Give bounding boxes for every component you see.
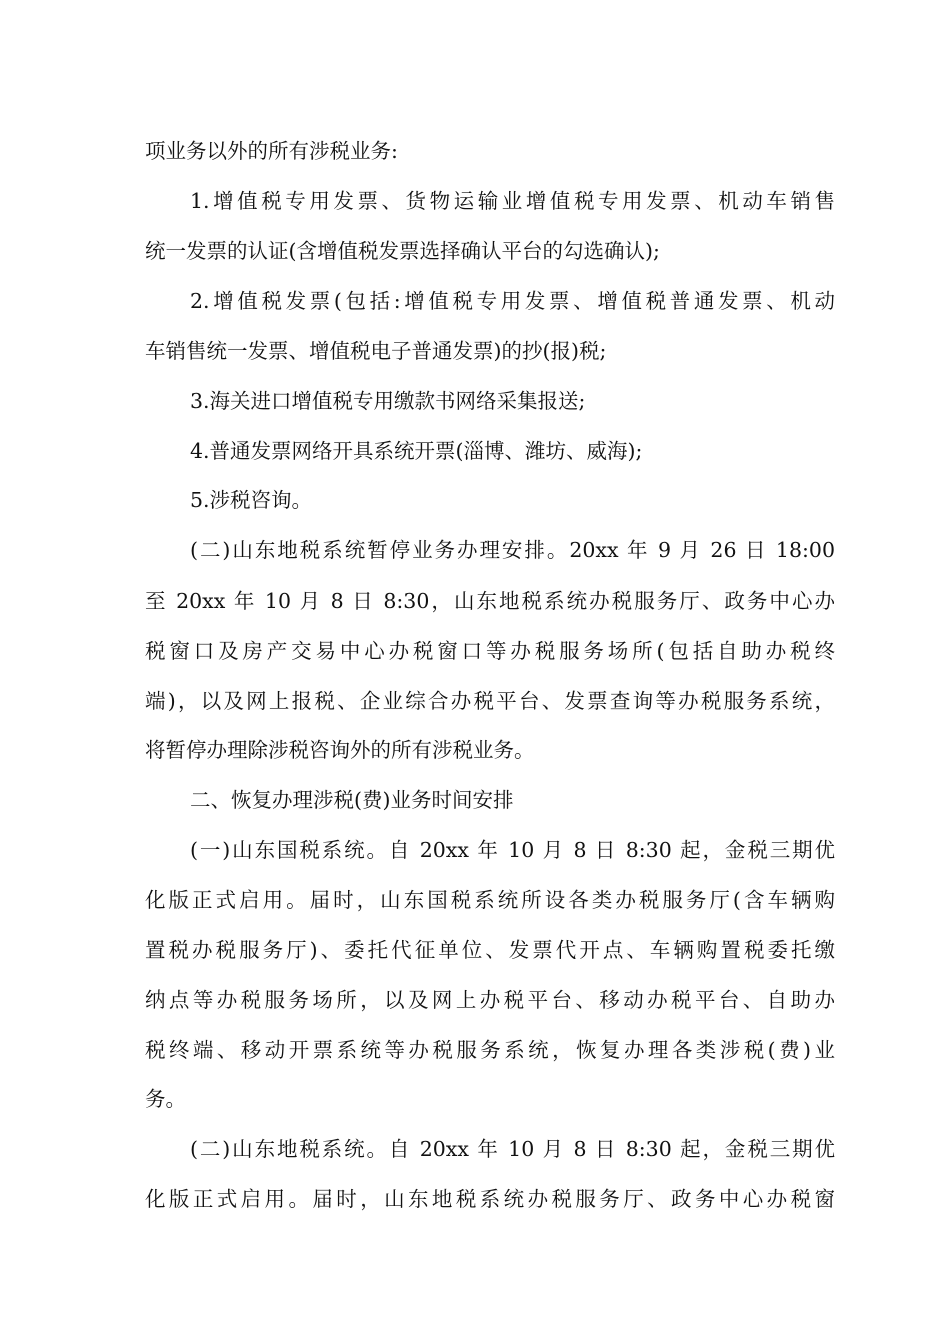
text-line: 务。 xyxy=(145,1087,186,1111)
text-line: (二)山东地税系统。自 20xx 年 10 月 8 日 8:30 起，金税三期优 xyxy=(190,1137,835,1161)
text-line: 税终端、移动开票系统等办税服务系统，恢复办理各类涉税(费)业 xyxy=(145,1038,835,1062)
text-line: 将暂停办理除涉税咨询外的所有涉税业务。 xyxy=(145,738,535,762)
text-line: 1.增值税专用发票、货物运输业增值税专用发票、机动车销售 xyxy=(190,189,835,213)
text-line: 置税办税服务厅)、委托代征单位、发票代开点、车辆购置税委托缴 xyxy=(145,938,835,962)
text-line: 税窗口及房产交易中心办税窗口等办税服务场所(包括自助办税终 xyxy=(145,639,835,663)
text-line: 5.涉税咨询。 xyxy=(190,488,313,512)
text-line: 项业务以外的所有涉税业务: xyxy=(145,139,398,163)
text-line: 2.增值税发票(包括:增值税专用发票、增值税普通发票、机动 xyxy=(190,289,835,313)
text-line: (二)山东地税系统暂停业务办理安排。20xx 年 9 月 26 日 18:00 xyxy=(190,538,835,562)
text-line: 化版正式启用。届时，山东国税系统所设各类办税服务厅(含车辆购 xyxy=(145,888,835,912)
text-line: 统一发票的认证(含增值税发票选择确认平台的勾选确认); xyxy=(145,239,660,263)
text-line: 纳点等办税服务场所，以及网上办税平台、移动办税平台、自助办 xyxy=(145,988,835,1012)
text-line: 车销售统一发票、增值税电子普通发票)的抄(报)税; xyxy=(145,339,607,363)
text-line: 至 20xx 年 10 月 8 日 8:30，山东地税系统办税服务厅、政务中心办 xyxy=(145,589,835,613)
text-line: 3.海关进口增值税专用缴款书网络采集报送; xyxy=(190,389,586,413)
section-heading: 二、恢复办理涉税(费)业务时间安排 xyxy=(190,788,514,812)
text-line: 4.普通发票网络开具系统开票(淄博、潍坊、威海); xyxy=(190,439,643,463)
text-line: 端)，以及网上报税、企业综合办税平台、发票查询等办税服务系统， xyxy=(145,689,835,713)
text-line: (一)山东国税系统。自 20xx 年 10 月 8 日 8:30 起，金税三期优 xyxy=(190,838,835,862)
text-line: 化版正式启用。届时，山东地税系统办税服务厅、政务中心办税窗 xyxy=(145,1187,835,1211)
